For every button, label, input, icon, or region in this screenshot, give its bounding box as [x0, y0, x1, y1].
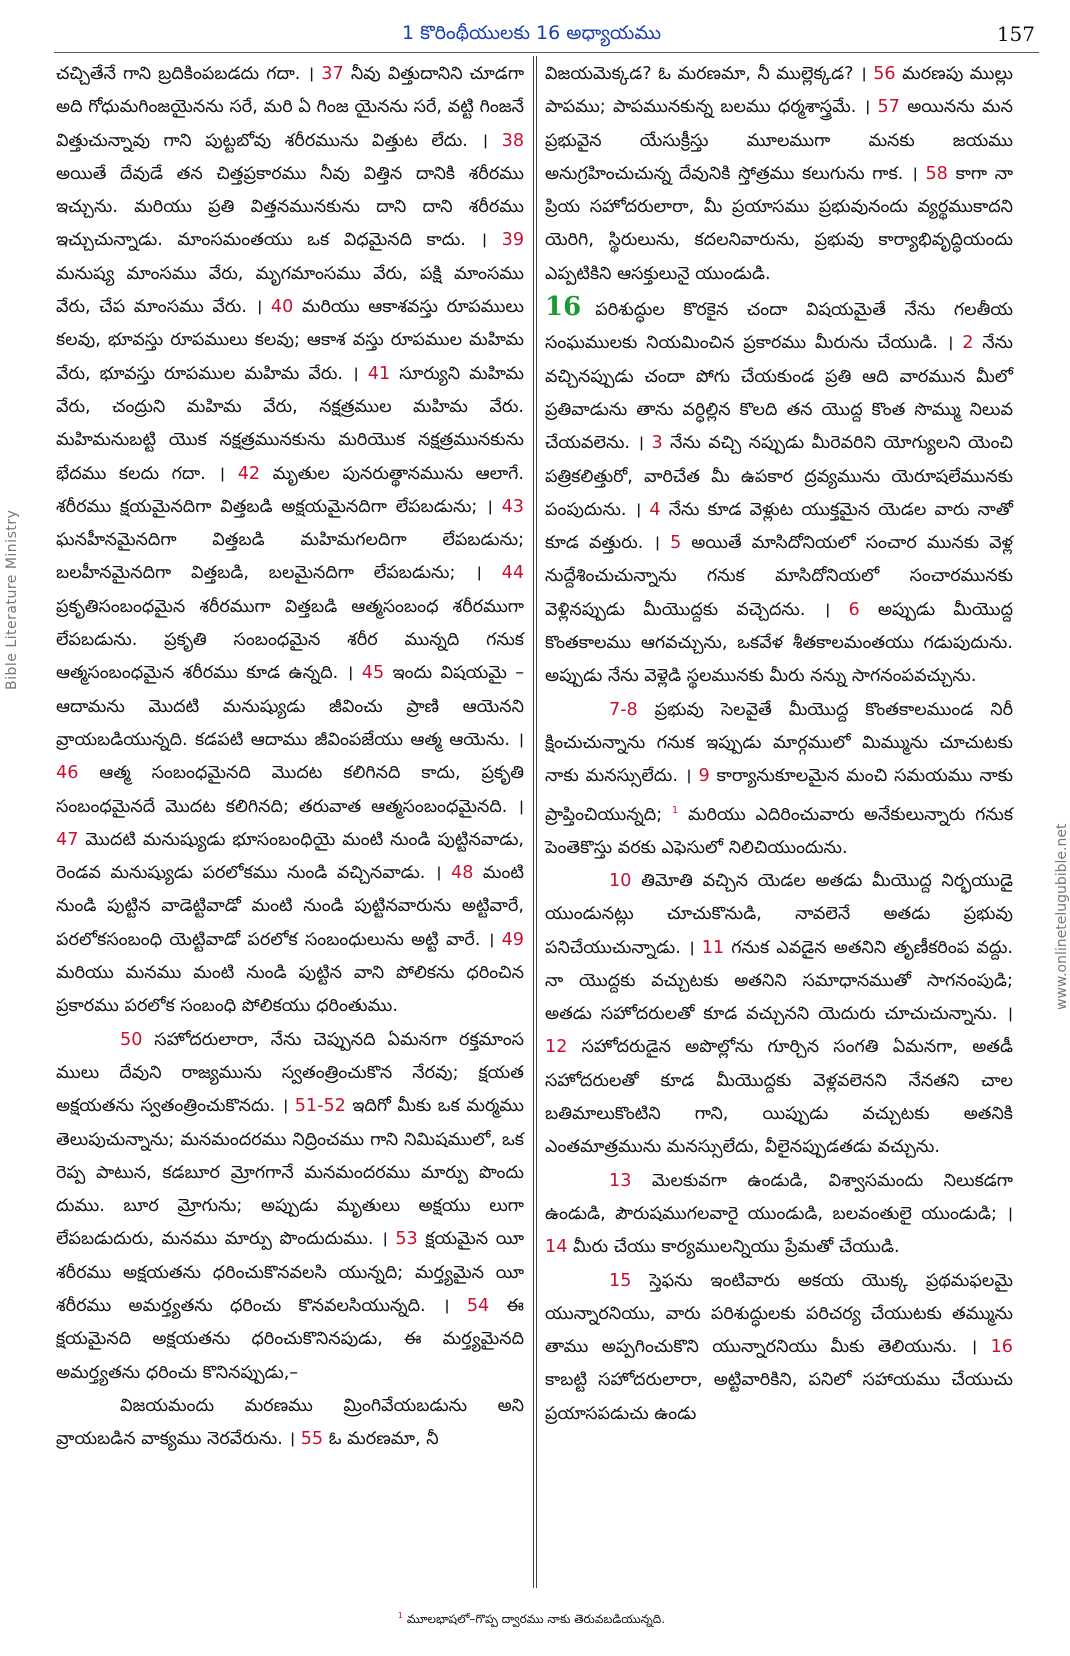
verse-text: తిమోతి వచ్చిన యెడల అతడు మీయొద్ద నిర్భయుడై యుండునట్లు చూచుకొనుడి, నావలెనే అతడు ప్రభువు పనిచేయుచున్నాడు. ।: [545, 870, 1014, 958]
verse-number: 41: [367, 363, 391, 384]
verse-number: 50: [120, 1029, 143, 1050]
verse-text: స్తెఫను ఇంటివారు అకయ యొక్క ప్రథమఫలమై యున్నారనియు, వారు పరిశుద్ధులకు పరిచర్య చేయుటకు తమ్మును తాము అప్పగించుకొని యున్నారనియు మీకు తెలియును. ।: [545, 1270, 1013, 1358]
verse-text: ఆత్మ సంబంధమైనది మొదట కలిగినది కాదు, ప్రకృతి సంబంధమైనదే మొదట కలిగినది; తరువాత ఆత్మసంబంధమైనది. ।: [56, 763, 524, 817]
verse-text: కాగా నా ప్రియ సహోదరులారా, మీ ప్రయాసము ప్రభువునందు వ్యర్థముకాదని యెరిగి, స్థిరులును, కదలనివారును, ప్రభువు కార్యాభివృద్ధియందు ఎప్పటికిని ఆసక్తులునై యుండుడి.: [545, 163, 1013, 284]
verse-text: మృతుల పునరుత్థానమును ఆలాగే. శరీరము క్షయమైనదిగా విత్తబడి అక్షయమైనదిగా లేపబడును; ।: [56, 463, 524, 517]
right-column: [545, 58, 1013, 1431]
verse-text: విజయమెక్కడ? ఓ మరణమా, నీ ముల్లెక్కడ? ।: [545, 64, 867, 84]
verse-text: ఓ మరణమా, నీ: [328, 1429, 439, 1450]
footnote: [0, 1611, 1063, 1629]
side-label-left: Bible Literature Ministry: [4, 509, 20, 690]
verse-text: నేను కూడ వెళ్లుట యుక్తమైన యెడల వారు నాతో కూడ వత్తురు. ।: [545, 499, 1013, 554]
page-title: 1 కొరింథీయులకు 16 అధ్యాయము: [401, 22, 662, 44]
verse-number: 45: [361, 663, 385, 684]
verse-number: 49: [501, 929, 524, 950]
verse-text: మెలకువగా ఉండుడి, విశ్వాసమందు నిలుకడగా ఉండుడి, పౌరుషముగలవారై యుండుడి, బలవంతులై యుండుడి; ।: [545, 1170, 1013, 1224]
verse-text: నీవు విత్తుదానిని చూడగా అది గోధుమగింజయైనను సరే, మరి ఏ గింజ యైనను సరే, వట్టి గింజనే విత్తుచున్నావు గాని పుట్టబోవు శరీరమును విత్తుట లేదు. ।: [56, 64, 525, 151]
verse-number: 15: [609, 1270, 632, 1291]
verse-number: 58: [925, 163, 948, 184]
verse-number: 3: [651, 433, 663, 454]
verse-text: అప్పుడు మీయొద్ద కొంతకాలము ఆగవచ్చును, ఒకవేళ శీతకాలమంతయు గడుపుదును. అప్పుడు నేను వెళ్లెడి స్థలమునకు మీరు నన్ను సాగనంపవచ్చును.: [545, 599, 1014, 687]
verse-text: క్షయమైన యీ శరీరము అక్షయతను ధరించుకొనవలసి యున్నది; మర్త్యమైన యీ శరీరము అమర్త్యతను ధరించు కొనవలసియున్నది. ।: [56, 1229, 525, 1316]
verse-text: గనుక ఎవడైన అతనిని తృణీకరింప వద్దు. నా యొద్దకు వచ్చుటకు అతనిని సమాధానముతో సాగనంపుడి; అతడు సహోదరులతో కూడ వచ్చునని యెదురు చూచుచున్నాను. ।: [545, 937, 1013, 1025]
side-label-right: www.onlinetelugubible.net: [1054, 823, 1070, 1010]
column-divider: [536, 56, 537, 1588]
verse-text: ఇందు విషయమై – ఆదామను మొదటి మనుష్యుడు జీవించు ప్రాణి ఆయెనని వ్రాయబడియున్నది. కడపటి ఆదాము జీవింపజేయు ఆత్మ ఆయెను. ।: [56, 663, 525, 750]
verse-text: అయితే మాసిదోనియలో సంచార మునకు వెళ్ల నుద్దేశించుచున్నాను గనుక మాసిదోనియలో సంచారమునకు వెళ్లినప్పుడు మీయొద్దకు వచ్చెదను. ।: [545, 533, 1014, 620]
paragraph: [545, 694, 1013, 865]
verse-number: 57: [877, 97, 900, 118]
verse-text: సహోదరులారా, నేను చెప్పునది ఏమనగా రక్తమాంస ములు దేవుని రాజ్యమును స్వతంత్రించుకొన నేరవు; క్షయత అక్షయతను స్వతంత్రించుకొనదు. ।: [56, 1029, 524, 1117]
verse-number: 44: [501, 563, 525, 584]
verse-number: 14: [545, 1237, 568, 1258]
paragraph: [545, 58, 1013, 291]
paragraph: [545, 1265, 1013, 1431]
verse-number: 12: [545, 1037, 568, 1058]
footnote-marker: 1: [397, 1611, 403, 1620]
verse-text: మంటి నుండి పుట్టిన వాడెట్టివాడో మంటి నుండి పుట్టినవారును అట్టివారే, పరలోకసంబంధి యెట్టివాడో పరలోక సంబంధులును అట్టి వారే. ।: [56, 863, 525, 950]
verse-text: సూర్యుని మహిమ వేరు, చంద్రుని మహిమ వేరు, నక్షత్రముల మహిమ వేరు. మహిమనుబట్టి యొక నక్షత్రమునకును మరియొక నక్షత్రమునకును భేదము కలదు గదా. ।: [56, 363, 525, 484]
verse-text: ప్రకృతిసంబంధమైన శరీరముగా విత్తబడి ఆత్మసంబంధ శరీరముగా లేపబడును. ప్రకృతి సంబంధమైన శరీర మున్నది గనుక ఆత్మసంబంధమైన శరీరము కూడ ఉన్నది. ।: [56, 596, 524, 684]
verse-text: కార్యానుకూలమైన మంచి సమయము నాకు ప్రాప్తించియున్నది;: [545, 766, 1013, 825]
verse-text: మనుష్య మాంసము వేరు, మృగమాంసము వేరు, పక్షి మాంసము వేరు, చేప మాంసము వేరు. ।: [56, 263, 524, 318]
verse-text: మరియు ఎదిరించువారు అనేకులున్నారు గనుక పెంతెకొస్తు వరకు ఎఫెసులో నిలిచియుందును.: [545, 804, 1014, 858]
verse-text: ఈ క్షయమైనది అక్షయతను ధరించుకొనినపుడు, ఈ మర్త్యమైనది అమర్త్యతను ధరించు కొనినప్పుడు,–: [56, 1295, 525, 1383]
verse-number: 37: [321, 64, 344, 84]
verse-text: మరియు ఆకాశవస్తు రూపములు కలవు, భూవస్తు రూపములు కలవు; ఆకాశ వస్తు రూపముల మహిమ వేరు, భూవస్తు రూపముల మహిమ వేరు. ।: [56, 297, 524, 384]
verse-text: చచ్చితేనే గాని బ్రదికింపబడదు గదా. ।: [56, 64, 315, 84]
verse-text: విజయమందు మరణము మ్రింగివేయబడును అని వ్రాయబడిన వాక్యము నెరవేరును. ।: [56, 1395, 524, 1450]
verse-text: నేను వచ్చి నప్పుడు మీరెవరిని యోగ్యులని యెంచి పత్రికలిత్తురో, వారిచేత మీ ఉపకార ద్రవ్యమును యెరూషలేమునకు పంపుదును. ।: [545, 433, 1014, 520]
verse-number: 9: [698, 766, 710, 787]
column-divider: [533, 56, 534, 1588]
verse-number: 51-52: [294, 1096, 346, 1117]
verse-number: 40: [270, 297, 294, 318]
paragraph: [545, 1165, 1013, 1265]
verse-number: 47: [56, 829, 79, 850]
verse-number: 38: [501, 130, 525, 151]
paragraph: [545, 865, 1013, 1165]
verse-text: ఇదిగో మీకు ఒక మర్మము తెలుపుచున్నాను; మనమందరము నిద్రించము గాని నిమిషములో, ఒక రెప్ప పాటున, కడబూర మ్రోగగానే మనమందరము మార్పు పొందు దుము. బూర మ్రోగును; అప్పుడు మృతులు అక్షయు లుగా లేపబడుదురు, మనము మార్పు పొందుదుము. ।: [56, 1096, 524, 1250]
verse-number: 53: [395, 1229, 418, 1250]
verse-number: 39: [501, 230, 525, 251]
chapter-number: 16: [545, 292, 582, 323]
verse-text: సహోదరుడైన అపొల్లోను గూర్చిన సంగతి ఏమనగా, అతడీ సహోదరులతో కూడ మీయొద్దకు వెళ్లవలెనని నేనతని చాల బతిమాలుకొంటిని గాని, యిప్పుడు వచ్చుటకు అతనికి ఎంతమాత్రమును మనస్సులేదు, వీలైనప్పుడతడు వచ్చును.: [545, 1037, 1014, 1158]
verse-number: 11: [701, 937, 725, 958]
verse-text: పరిశుద్ధుల కొరకైన చందా విషయమైతే నేను గలతీయ సంఘములకు నియమించిన ప్రకారము మీరును చేయుడి. ।: [545, 300, 1013, 354]
verse-number: 55: [300, 1429, 324, 1450]
verse-number: 10: [609, 870, 632, 891]
verse-text: మరియు మనము మంటి నుండి పుట్టిన వాని పోలికను ధరించిన ప్రకారము పరలోక సంబంధి పోలికయు ధరింతుము.: [56, 963, 524, 1017]
verse-text: అయినను మన ప్రభువైన యేసుక్రీస్తు మూలముగా మనకు జయము అనుగ్రహించుచున్న దేవునికి స్తోత్రము కలుగును గాక. ।: [545, 97, 1013, 184]
verse-text: మొదటి మనుష్యుడు భూసంబంధియై మంటి నుండి పుట్టినవాడు, రెండవ మనుష్యుడు పరలోకము నుండి వచ్చినవాడు. ।: [56, 829, 524, 884]
verse-text: మరణపు ముల్లు పాపము; పాపమునకున్న బలము ధర్మశాస్త్రమే. ।: [545, 64, 1014, 118]
paragraph: [56, 1390, 524, 1457]
verse-number: 16: [990, 1337, 1013, 1358]
verse-number: 56: [873, 64, 896, 84]
verse-number: 43: [501, 496, 524, 517]
verse-number: 42: [237, 463, 261, 484]
verse-number: 13: [609, 1170, 632, 1191]
verse-number: 6: [848, 599, 860, 620]
footnote-text: మూలభాషలో–గొప్ప ద్వారము నాకు తెరువబడియున్నది.: [406, 1612, 666, 1626]
verse-text: ప్రభువు సెలవైతే మీయొద్ద కొంతకాలముండ నిరీ క్షించుచున్నాను గనుక ఇప్పుడు మార్గములో మిమ్మును చూచుటకు నాకు మనస్సులేదు. ।: [545, 699, 1013, 787]
verse-text: మీరు చేయు కార్యములన్నియు ప్రేమతో చేయుడి.: [572, 1237, 900, 1258]
verse-number: 4: [649, 499, 661, 520]
paragraph: [56, 58, 524, 1024]
paragraph: [56, 1024, 524, 1390]
header-rule: [54, 52, 1039, 53]
verse-text: కాబట్టి సహోదరులారా, అట్టివారికిని, పనిలో సహాయము చేయుచు ప్రయాసపడుచు ఉండు: [545, 1370, 1013, 1424]
verse-number: 5: [670, 533, 682, 554]
verse-text: నేను వచ్చినప్పుడు చందా పోగు చేయకుండ ప్రతి ఆది వారమున మీలో ప్రతివాడును తాను వర్ధిల్లిన కొలది తన యొద్ద కొంత సొమ్ము నిలువ చేయవలెను. ।: [545, 333, 1014, 454]
verse-number: 48: [451, 863, 474, 884]
paragraph: [545, 291, 1013, 694]
verse-text: అయితే దేవుడే తన చిత్తప్రకారము నీవు విత్తిన దానికి శరీరము ఇచ్చును. మరియు ప్రతి విత్తనమునకును దాని దాని శరీరము ఇచ్చుచున్నాడు. మాంసమంతయు ఒక విధమైనది కాదు. ।: [56, 163, 524, 251]
verse-number: 54: [466, 1295, 490, 1316]
verse-text: ఘనహీనమైనదిగా విత్తబడి మహిమగలదిగా లేపబడును; బలహీనమైనదిగా విత్తబడి, బలమైనదిగా లేపబడును; ।: [56, 530, 524, 584]
verse-number: 46: [56, 763, 79, 784]
verse-number: 2: [962, 333, 974, 354]
verse-number: 7-8: [609, 699, 638, 720]
footnote-ref: 1: [671, 804, 679, 816]
left-column: [56, 58, 524, 1456]
page-number: 157: [996, 22, 1035, 46]
